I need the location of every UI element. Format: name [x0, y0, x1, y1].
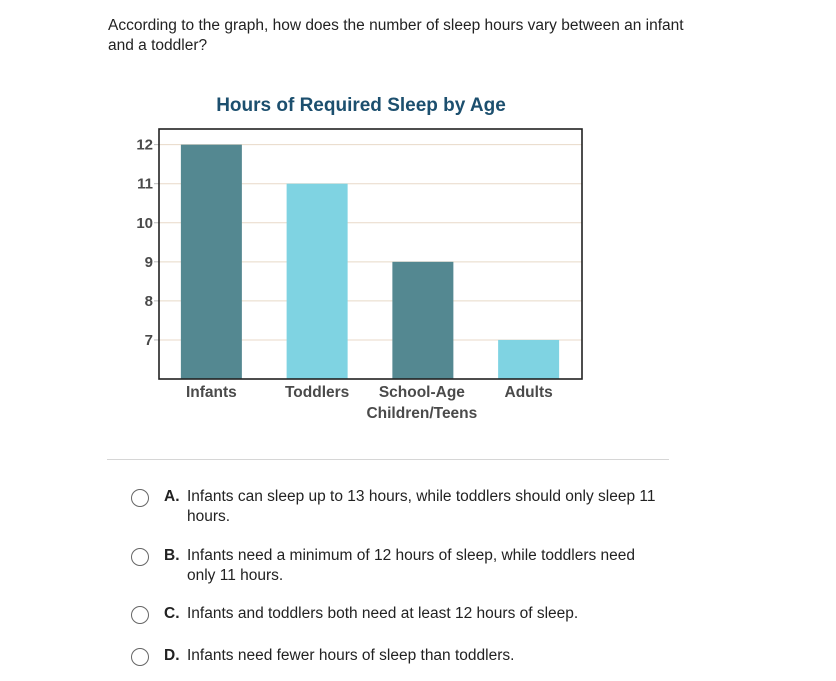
bar: [287, 184, 348, 379]
option-a-text: Infants can sleep up to 13 hours, while toddlers should only sleep 11 hours.: [187, 488, 656, 525]
y-tick-label: 9: [144, 253, 153, 271]
x-tick-label: Children/Teens: [366, 405, 478, 422]
option-c-letter: C.: [164, 605, 180, 622]
option-b-text: Infants need a minimum of 12 hours of sleep, while toddlers need only 11 hours.: [187, 547, 636, 584]
option-b-letter: B.: [164, 547, 180, 564]
radio-button-a[interactable]: [131, 489, 149, 507]
x-tick-label: Infants: [185, 384, 237, 401]
y-tick-label: 12: [136, 136, 153, 154]
option-b[interactable]: [131, 546, 671, 586]
radio-button-d[interactable]: [131, 648, 149, 666]
option-c-text: Infants and toddlers both need at least 12 hours of sleep.: [187, 605, 579, 622]
option-a[interactable]: [131, 487, 671, 527]
y-tick-label: 8: [144, 292, 153, 310]
x-tick-label: Adults: [504, 384, 553, 401]
chart-title: Hours of Required Sleep by Age: [216, 95, 506, 116]
question-text: According to the graph, how does the number of sleep hours vary between an infant and a toddler?: [108, 17, 684, 54]
y-tick-label: 7: [144, 331, 153, 349]
x-tick-label: Toddlers: [284, 384, 350, 401]
bar: [498, 340, 559, 379]
radio-button-b[interactable]: [131, 548, 149, 566]
y-tick-label: 11: [137, 175, 153, 193]
option-d-letter: D.: [164, 647, 180, 664]
x-tick-label: School-Age: [378, 384, 465, 401]
y-tick-label: 10: [136, 214, 153, 232]
bar: [181, 145, 242, 379]
option-a-letter: A.: [164, 488, 180, 505]
divider: [107, 459, 669, 460]
option-c[interactable]: [131, 604, 671, 624]
option-d[interactable]: [131, 646, 671, 666]
option-d-text: Infants need fewer hours of sleep than toddlers.: [187, 647, 515, 664]
bar: [392, 262, 453, 379]
radio-button-c[interactable]: [131, 606, 149, 624]
